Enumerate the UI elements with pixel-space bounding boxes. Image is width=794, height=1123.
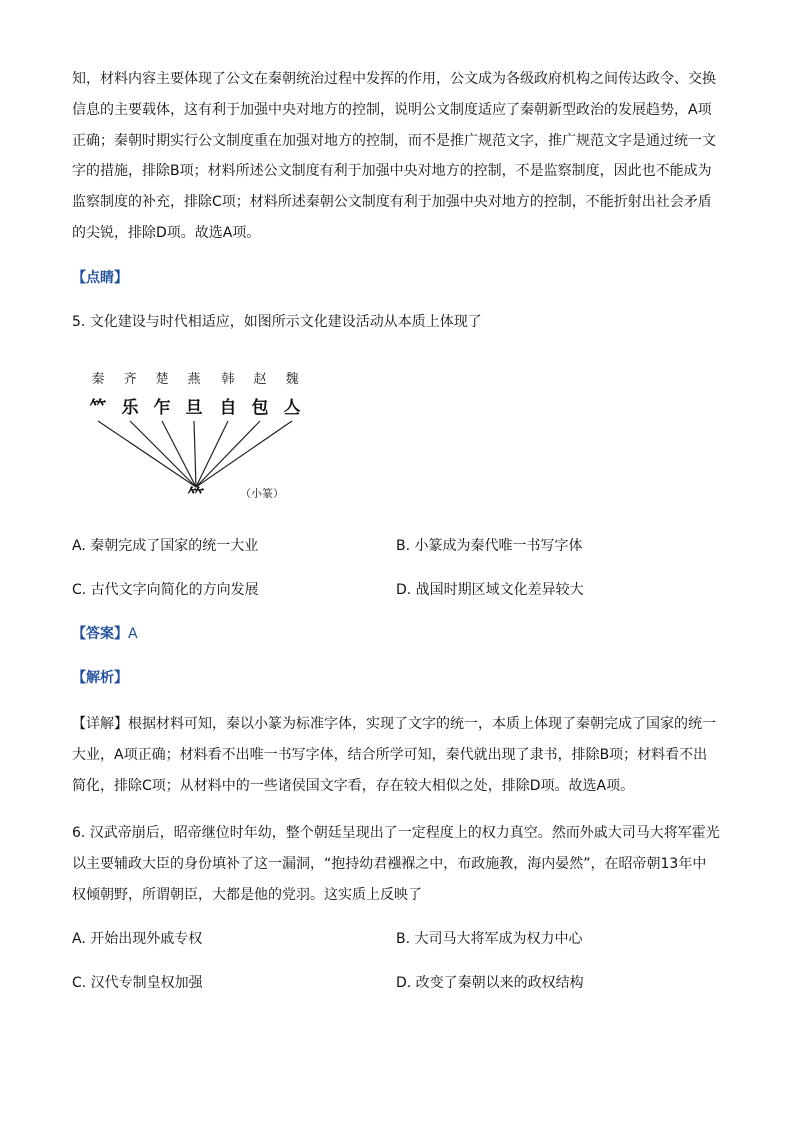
q5-option-c: C. 古代文字向简化的方向发展	[72, 582, 259, 598]
intro-paragraph	[72, 64, 724, 249]
question-6-stem	[72, 818, 724, 910]
q6-option-b: B. 大司马大将军成为权力中心	[396, 931, 583, 947]
ancient-glyph: 旦	[185, 398, 203, 418]
text-line	[72, 709, 724, 740]
ancient-glyph: 乐	[121, 398, 139, 418]
q5-answer	[72, 623, 138, 645]
q5-option-b: B. 小篆成为秦代唯一书写字体	[396, 538, 583, 554]
q5-option-d: D. 战国时期区域文化差异较大	[396, 582, 584, 598]
q5-detail-paragraph	[72, 709, 724, 801]
text-line: 信息的主要载体，这有利于加强中央对地方的控制，说明公文制度适应了秦朝新型政治的发展趋势，A项	[72, 101, 712, 118]
detail-tag: 【详解】	[72, 716, 128, 732]
state-label: 燕	[187, 372, 201, 387]
state-label: 齐	[123, 372, 137, 387]
state-label: 秦	[91, 372, 105, 387]
figure-caption: （小篆）	[240, 487, 284, 500]
text-line: 正确；秦朝时期实行公文制度重在加强对地方的控制，而不是推广规范文字，推广规范文字是通过统一文	[72, 132, 716, 149]
analysis-heading: 【解析】	[72, 670, 128, 686]
ancient-glyph: 自	[219, 398, 237, 418]
q6-option-c: C. 汉代专制皇权加强	[72, 975, 203, 991]
dianjing-heading: 【点睛】	[72, 270, 128, 286]
connector-lines	[98, 421, 292, 487]
question-5-stem: 5. 文化建设与时代相适应，如图所示文化建设活动从本质上体现了	[72, 314, 482, 330]
q6-option-d: D. 改变了秦朝以来的政权结构	[396, 975, 584, 991]
answer-tag: 【答案】	[72, 626, 128, 642]
state-label: 楚	[155, 372, 169, 387]
text-line: 权倾朝野，所谓朝臣，大都是他的党羽。这实质上反映了	[72, 886, 422, 903]
state-label: 赵	[253, 372, 267, 387]
text-line: 以主要辅政大臣的身份填补了这一漏洞，“抱持幼君襁褓之中，布政施教，海内晏然”，在昭帝朝13年中	[72, 855, 707, 872]
text-line: 字的措施，排除B项；材料所述公文制度有利于加强中央对地方的控制，不是监察制度，因此也不能成为	[72, 163, 712, 180]
text-line: 知，材料内容主要体现了公文在秦朝统治过程中发挥的作用，公文成为各级政府机构之间传达政令、交换	[72, 71, 716, 87]
text-line: 6. 汉武帝崩后，昭帝继位时年幼，整个朝廷呈现出了一定程度上的权力真空。然而外戚大司马大将军霍光	[72, 825, 720, 841]
text-line: 的尖锐，排除D项。故选A项。	[72, 224, 261, 241]
text-line: 大业，A项正确；材料看不出唯一书写字体，结合所学可知，秦代就出现了隶书，排除B项；材料看不出	[72, 746, 708, 763]
text-line: 简化，排除C项；从材料中的一些诸侯国文字看，存在较大相似之处，排除D项。故选A项。	[72, 777, 635, 794]
ancient-glyph: 亼	[283, 398, 301, 418]
state-label: 韩	[221, 372, 235, 387]
seal-script-glyph: 𥫗	[187, 486, 205, 506]
state-label: 魏	[285, 372, 299, 387]
q6-option-a: A. 开始出现外戚专权	[72, 931, 203, 947]
answer-value: A	[128, 626, 138, 642]
q5-option-a: A. 秦朝完成了国家的统一大业	[72, 538, 259, 554]
ancient-glyph: 乍	[153, 398, 171, 418]
detail-text: 根据材料可知，秦以小篆为标准字体，实现了文字的统一，本质上体现了秦朝完成了国家的统一	[128, 716, 716, 732]
text-line: 监察制度的补充，排除C项；材料所述秦朝公文制度有利于加强中央对地方的控制，不能折射出社会矛盾	[72, 194, 712, 211]
figure-svg	[88, 365, 320, 510]
ancient-glyph: 𥫗	[89, 398, 107, 418]
script-evolution-figure	[88, 365, 320, 510]
ancient-glyph: 包	[251, 398, 269, 418]
